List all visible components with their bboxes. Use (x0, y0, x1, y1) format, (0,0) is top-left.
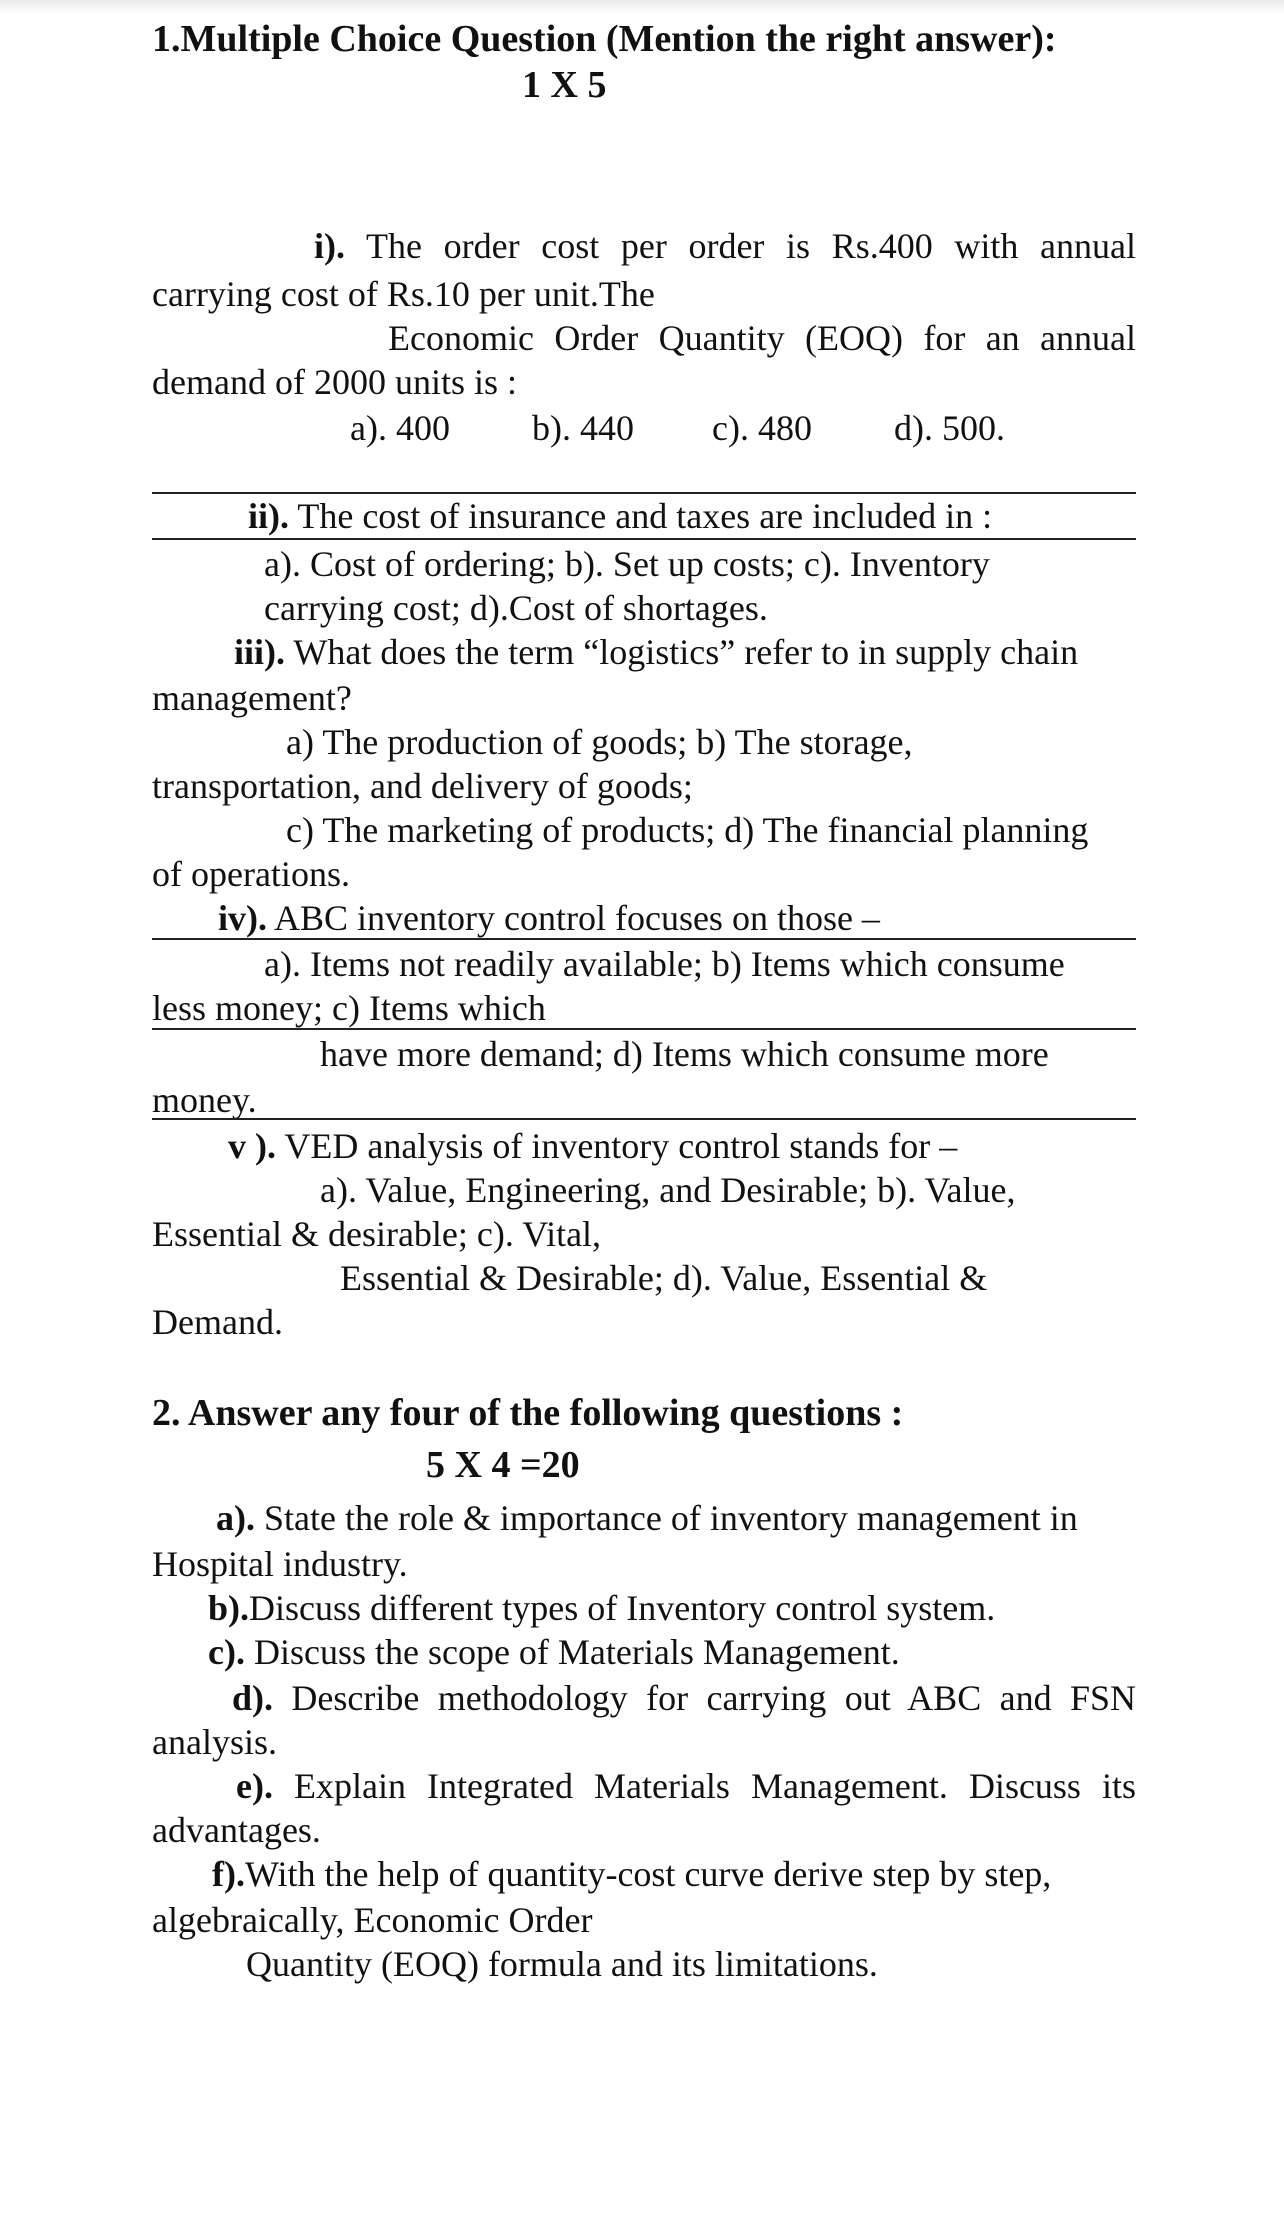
q5-line1 (228, 1124, 957, 1168)
s2-qc-text-1: Discuss the scope of Materials Management. (253, 1632, 900, 1672)
q3-line6: of operations. (152, 854, 350, 894)
s2-qd-line1 (232, 1676, 1136, 1720)
q5-text-1: VED analysis of inventory control stands for – (284, 1126, 958, 1166)
q3-line1 (234, 630, 1078, 674)
q4-line5: money. (152, 1080, 257, 1120)
divider-rule-2 (152, 538, 1136, 540)
s2-qb-number: b). (208, 1588, 250, 1628)
s2-qe-text-1: Explain Integrated Materials Management. Discuss its (294, 1766, 1136, 1806)
section1-title: 1.Multiple Choice Question (Mention the right answer): (152, 18, 1057, 60)
q5-line5: Demand. (152, 1302, 283, 1342)
q2-number: ii). (248, 496, 289, 536)
q3-line5: c) The marketing of products; d) The financial planning (286, 810, 1089, 850)
q5-number: v ). (228, 1126, 276, 1166)
q3-line2: management? (152, 678, 352, 718)
s2-qd-text-1: Describe methodology for carrying out ABC and FSN (291, 1678, 1136, 1718)
s2-qa-line2: Hospital industry. (152, 1544, 408, 1584)
s2-qc-number: c). (208, 1632, 245, 1672)
s2-qf-line3: Quantity (EOQ) formula and its limitations. (246, 1944, 878, 1984)
q1-number: i). (314, 226, 345, 266)
s2-qf-text-1: With the help of quantity-cost curve derive step by step, (244, 1854, 1052, 1894)
s2-qc-line1 (208, 1630, 900, 1674)
q3-number: iii). (234, 632, 285, 672)
q1-line4: demand of 2000 units is : (152, 362, 517, 402)
q1-line3: Economic Order Quantity (EOQ) for an annual (388, 318, 1136, 358)
divider-rule-4 (152, 1028, 1136, 1030)
q4-line3: less money; c) Items which (152, 988, 546, 1028)
s2-qd-line2: analysis. (152, 1722, 277, 1762)
s2-qf-number: f). (212, 1854, 245, 1894)
section2-title: 2. Answer any four of the following questions : (152, 1392, 904, 1434)
s2-qf-line1 (212, 1852, 1051, 1896)
q4-text-1: ABC inventory control focuses on those – (274, 898, 880, 938)
top-shadow (0, 0, 1284, 14)
q5-line2: a). Value, Engineering, and Desirable; b). Value, (320, 1170, 1016, 1210)
q2-line3: carrying cost; d).Cost of shortages. (264, 588, 768, 628)
divider-rule-5 (152, 1118, 1136, 1120)
s2-qa-number: a). (216, 1498, 255, 1538)
s2-qe-line1 (236, 1764, 1136, 1808)
q4-line4: have more demand; d) Items which consume more (320, 1034, 1049, 1074)
q3-line4: transportation, and delivery of goods; (152, 766, 693, 806)
q3-text-1: What does the term “logistics” refer to in supply chain (293, 632, 1079, 672)
q1-option-a: a). 400 (350, 408, 450, 448)
q1-option-b: b). 440 (532, 408, 634, 448)
s2-qb-text-1: Discuss different types of Inventory control system. (249, 1588, 996, 1628)
q2-line1 (248, 494, 992, 538)
q4-line2: a). Items not readily available; b) Items which consume (264, 944, 1065, 984)
q1-option-d: d). 500. (894, 408, 1005, 448)
q1-line1 (314, 224, 1136, 268)
section1-marks: 1 X 5 (522, 64, 607, 106)
s2-qa-text-1: State the role & importance of inventory management in (264, 1498, 1078, 1538)
q3-line3: a) The production of goods; b) The storage, (286, 722, 913, 762)
q4-number: iv). (218, 898, 267, 938)
q5-line3: Essential & desirable; c). Vital, (152, 1214, 602, 1254)
q2-line2: a). Cost of ordering; b). Set up costs; c). Inventory (264, 544, 990, 584)
q5-line4: Essential & Desirable; d). Value, Essential & (340, 1258, 988, 1298)
q1-line2: carrying cost of Rs.10 per unit.The (152, 274, 655, 314)
q2-text-1: The cost of insurance and taxes are included in : (297, 496, 993, 536)
q1-option-c: c). 480 (712, 408, 812, 448)
s2-qd-number: d). (232, 1678, 274, 1718)
q1-text-1: The order cost per order is Rs.400 with annual (366, 226, 1136, 266)
s2-qe-line2: advantages. (152, 1810, 321, 1850)
q4-line1 (218, 896, 880, 940)
section2-marks: 5 X 4 =20 (426, 1444, 580, 1486)
divider-rule-3 (152, 938, 1136, 940)
s2-qb-line1 (208, 1586, 995, 1630)
divider-rule-1 (152, 492, 1136, 494)
s2-qe-number: e). (236, 1766, 273, 1806)
s2-qf-line2: algebraically, Economic Order (152, 1900, 593, 1940)
s2-qa-line1 (216, 1496, 1078, 1540)
